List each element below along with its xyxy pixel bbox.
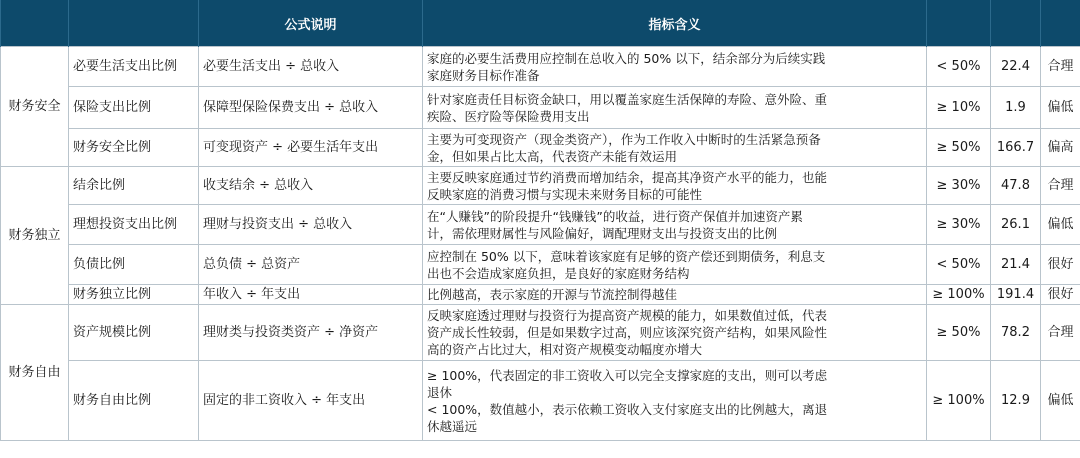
value-cell: 12.9 — [991, 361, 1041, 441]
formula-cell: 年收入 ÷ 年支出 — [199, 285, 423, 305]
header-formula: 公式说明 — [199, 0, 423, 47]
meaning-line: 家庭财务目标作准备 — [427, 67, 540, 83]
header-indicator — [69, 0, 199, 47]
indicator-name-cell: 必要生活支出比例 — [69, 47, 199, 87]
indicator-name-cell: 负债比例 — [69, 245, 199, 285]
value-cell: 166.7 — [991, 129, 1041, 167]
meaning-cell — [423, 305, 927, 361]
standard-cell: < 50% — [927, 47, 991, 87]
header-standard — [927, 0, 991, 47]
indicator-name-cell: 财务自由比例 — [69, 361, 199, 441]
meaning-line: < 100%，数值越小，表示依赖工资收入支付家庭支出的比例越大，离退 — [427, 401, 828, 417]
table-row — [1, 205, 1080, 245]
meaning-cell — [423, 245, 927, 285]
category-cell: 财务自由 — [1, 305, 69, 441]
meaning-cell — [423, 167, 927, 205]
evaluation-cell: 偏低 — [1041, 87, 1080, 129]
meaning-line: 应控制在 50% 以下，意味着该家庭有足够的资产偿还到期债务，利息支 — [427, 248, 826, 264]
header-value — [991, 0, 1041, 47]
standard-cell: ≥ 100% — [927, 361, 991, 441]
value-cell: 1.9 — [991, 87, 1041, 129]
evaluation-cell: 合理 — [1041, 305, 1080, 361]
meaning-cell — [423, 129, 927, 167]
meaning-line: 资产成长性较弱，但是如果数字过高，则应该深究资产结构，如果风险性 — [427, 325, 828, 340]
table-row — [1, 47, 1080, 87]
meaning-line: 在“人赚钱”的阶段提升“钱赚钱”的收益，进行资产保值并加速资产累 — [427, 208, 803, 224]
standard-cell: ≥ 10% — [927, 87, 991, 129]
table-row — [1, 305, 1080, 361]
formula-cell: 必要生活支出 ÷ 总收入 — [199, 47, 423, 87]
meaning-cell — [423, 87, 927, 129]
evaluation-cell: 很好 — [1041, 285, 1080, 305]
indicator-name-cell: 财务独立比例 — [69, 285, 199, 305]
value-cell: 47.8 — [991, 167, 1041, 205]
table-row — [1, 129, 1080, 167]
standard-cell: < 50% — [927, 245, 991, 285]
table-row — [1, 87, 1080, 129]
indicator-name-cell: 资产规模比例 — [69, 305, 199, 361]
meaning-line: 反映家庭的消费习惯与实现未来财务目标的可能性 — [427, 186, 703, 202]
indicator-name-cell: 保险支出比例 — [69, 87, 199, 129]
meaning-line: 金，但如果占比太高，代表资产未能有效运用 — [427, 148, 678, 164]
meaning-line: 反映家庭透过理财与投资行为提高资产规模的能力，如果数值过低，代表 — [427, 308, 828, 323]
evaluation-cell: 偏高 — [1041, 129, 1080, 167]
header-evaluation — [1041, 0, 1080, 47]
standard-cell: ≥ 100% — [927, 285, 991, 305]
indicator-name-cell: 结余比例 — [69, 167, 199, 205]
standard-cell: ≥ 50% — [927, 129, 991, 167]
evaluation-cell: 偏低 — [1041, 361, 1080, 441]
meaning-line: 比例越高，表示家庭的开源与节流控制得越佳 — [427, 287, 678, 302]
indicator-name-cell: 财务安全比例 — [69, 129, 199, 167]
meaning-cell — [423, 47, 927, 87]
meaning-cell — [423, 285, 927, 305]
meaning-line: ≥ 100%，代表固定的非工资收入可以完全支撑家庭的支出，则可以考虑 — [427, 367, 828, 383]
meaning-line: 高的资产占比过大，相对资产规模变动幅度亦增大 — [427, 342, 703, 357]
value-cell: 21.4 — [991, 245, 1041, 285]
header-category — [1, 0, 69, 47]
formula-cell: 可变现资产 ÷ 必要生活年支出 — [199, 129, 423, 167]
meaning-line: 出也不会造成家庭负担，是良好的家庭财务结构 — [427, 265, 690, 281]
table-row — [1, 245, 1080, 285]
value-cell: 26.1 — [991, 205, 1041, 245]
evaluation-cell: 很好 — [1041, 245, 1080, 285]
header-meaning: 指标含义 — [423, 0, 927, 47]
meaning-line: 主要为可变现资产（现金类资产），作为工作收入中断时的生活紧急预备 — [427, 131, 821, 147]
header-row — [1, 0, 1080, 47]
formula-cell: 理财与投资支出 ÷ 总收入 — [199, 205, 423, 245]
formula-cell: 收支结余 ÷ 总收入 — [199, 167, 423, 205]
formula-cell: 总负债 ÷ 总资产 — [199, 245, 423, 285]
standard-cell: ≥ 30% — [927, 167, 991, 205]
table-row — [1, 167, 1080, 205]
meaning-line: 疾险、医疗险等保险费用支出 — [427, 108, 590, 124]
meaning-line: 家庭的必要生活费用应控制在总收入的 50% 以下，结余部分为后续实践 — [427, 50, 826, 66]
value-cell: 78.2 — [991, 305, 1041, 361]
formula-cell: 保障型保险保费支出 ÷ 总收入 — [199, 87, 423, 129]
table-row — [1, 361, 1080, 441]
meaning-line: 主要反映家庭通过节约消费而增加结余，提高其净资产水平的能力，也能 — [427, 169, 828, 185]
evaluation-cell: 合理 — [1041, 47, 1080, 87]
evaluation-cell: 偏低 — [1041, 205, 1080, 245]
table-row — [1, 285, 1080, 305]
meaning-line: 针对家庭责任目标资金缺口，用以覆盖家庭生活保障的寿险、意外险、重 — [427, 91, 828, 107]
formula-cell: 固定的非工资收入 ÷ 年支出 — [199, 361, 423, 441]
value-cell: 22.4 — [991, 47, 1041, 87]
formula-cell: 理财类与投资类资产 ÷ 净资产 — [199, 305, 423, 361]
evaluation-cell: 合理 — [1041, 167, 1080, 205]
meaning-line: 计，需依理财属性与风险偏好，调配理财支出与投资支出的比例 — [427, 225, 778, 241]
meaning-cell — [423, 205, 927, 245]
standard-cell: ≥ 30% — [927, 205, 991, 245]
meaning-line: 休越遥远 — [427, 418, 478, 434]
table-body — [1, 47, 1080, 441]
category-cell: 财务安全 — [1, 47, 69, 167]
standard-cell: ≥ 50% — [927, 305, 991, 361]
value-cell: 191.4 — [991, 285, 1041, 305]
meaning-line: 退休 — [427, 384, 453, 400]
indicator-name-cell: 理想投资支出比例 — [69, 205, 199, 245]
meaning-cell — [423, 361, 927, 441]
category-cell: 财务独立 — [1, 167, 69, 305]
